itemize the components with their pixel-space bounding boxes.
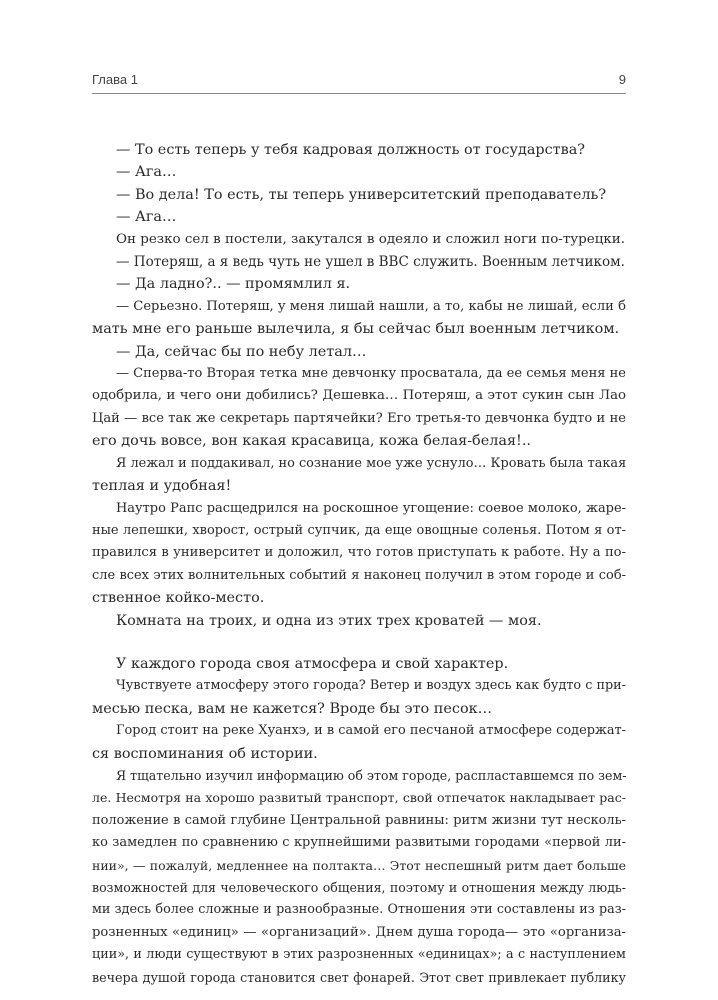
text-line: — То есть теперь у тебя кадровая должность от государства? — [116, 142, 586, 158]
text-line: возможностей для человеческого общения, поэтому и отношения между людь- — [92, 880, 626, 895]
section-break — [92, 632, 626, 653]
text-line: месью песка, вам не кажется? Вроде бы это песок… — [92, 700, 493, 717]
text-line: — Потеряш, а я ведь чуть не ушел в ВВС служить. Военным летчиком. — [116, 254, 625, 271]
text-line: У каждого города своя атмосфера и свой характер. — [116, 655, 509, 672]
chapter-title: Глава 1 — [92, 72, 138, 87]
text-line: правился в университет и доложил, что готов приступать к работе. Ну а по- — [92, 545, 626, 561]
text-line: — Да ладно?.. — промямлил я. — [116, 276, 351, 293]
text-line: ственное койко-место. — [92, 590, 265, 607]
text-line: вечера душой города становится свет фонарей. Этот свет привлекает публику — [92, 969, 626, 985]
page-number: 9 — [618, 72, 626, 87]
text-line: — Сперва-то Вторая тетка мне девчонку просватала, да ее семья меня не — [116, 366, 626, 382]
text-line: нии», — пожалуй, медленнее на полтакта… Этот неспешный ритм дает больше — [92, 857, 626, 873]
text-line: — Ага… — [116, 164, 177, 181]
running-header — [92, 72, 626, 87]
text-line: теплая и удобная! — [92, 478, 232, 495]
text-line: ми здесь более сложные и разнообразные. Отношения эти составлены из раз- — [92, 902, 626, 918]
text-line: ции», и люди существуют в этих разрозненных «единицах»; а с наступлением — [92, 947, 626, 963]
text-line: Чувствуете атмосферу этого города? Ветер и воздух здесь как будто с при- — [116, 678, 626, 694]
header-divider — [92, 93, 626, 94]
text-line: Город стоит на реке Хуанхэ, и в самой его песчаной атмосфере содержат- — [116, 723, 626, 739]
text-line: Комната на троих, и одна из этих трех кроватей — моя. — [116, 612, 542, 629]
text-line: — Ага… — [116, 209, 177, 226]
text-line: — Да, сейчас бы по небу летал… — [116, 343, 367, 360]
text-line: его дочь вовсе, вон какая красавица, кожа белая-белая!.. — [92, 433, 531, 450]
text-line: розненных «единиц» — «организаций». Днем душа города— это «организа- — [92, 924, 626, 940]
text-line: Он резко сел в постели, закутался в одеяло и сложил ноги по-турецки. — [116, 231, 625, 247]
text-line: ные лепешки, хворост, острый супчик, да еще овощные соленья. Потом я от- — [92, 522, 626, 538]
text-line: Цай — все так же секретарь партячейки? Его третья-то девчонка будто и не — [92, 410, 626, 426]
text-line: Я лежал и поддакивал, но сознание мое уже уснуло… Кровать была такая — [116, 455, 627, 471]
text-line: Я тщательно изучил информацию об этом городе, распластавшемся по зем- — [116, 767, 627, 783]
body-text — [92, 139, 626, 989]
text-line: положение в самой глубине Центральной равнины: ритм жизни тут несколь- — [92, 812, 626, 828]
text-line: — Во дела! То есть, ты теперь университетский преподаватель? — [116, 186, 607, 203]
text-line: мать мне его раньше вылечила, я бы сейчас был военным летчиком. — [92, 321, 620, 338]
text-line: ле. Несмотря на хорошо развитый транспорт, свой отпечаток накладывает рас- — [92, 790, 626, 806]
text-line: сле всех этих волнительных событий я наконец получил в этом городе и соб- — [92, 567, 626, 583]
text-line: Наутро Рапс расщедрился на роскошное угощение: соевое молоко, жаре- — [116, 500, 626, 516]
text-line: ся воспоминания об истории. — [92, 745, 318, 762]
text-line: одобрила, и чего они добились? Дешевка… Потеряш, а этот сукин сын Лао — [92, 388, 626, 404]
text-line: ко замедлен по сравнению с крупнейшими развитыми городами «первой ли- — [92, 835, 626, 851]
text-line: — Серьезно. Потеряш, у меня лишай нашли, а то, кабы не лишай, если б — [116, 298, 626, 314]
